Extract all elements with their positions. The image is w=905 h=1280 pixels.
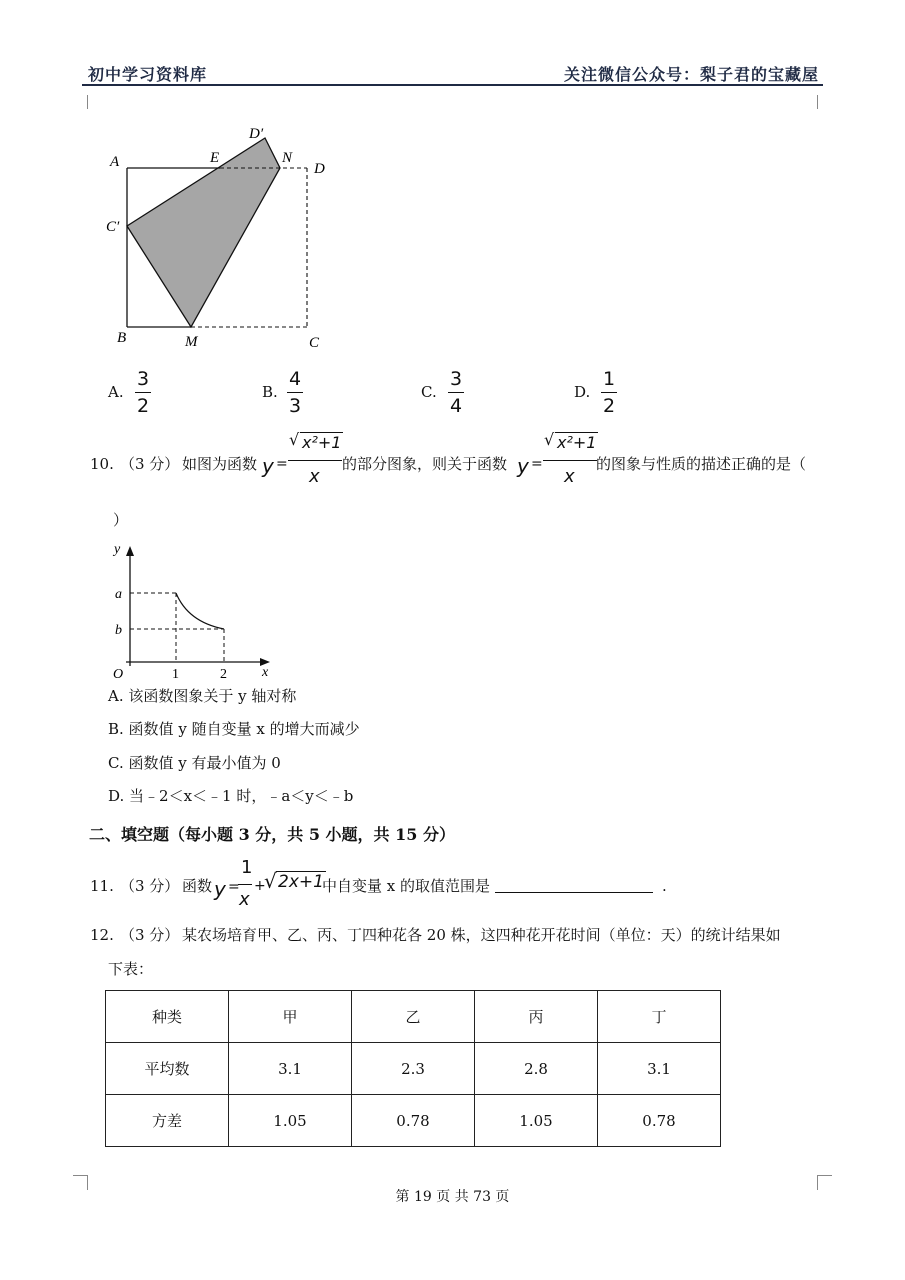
q10-fn2-den: x — [564, 466, 575, 487]
label-N: N — [282, 150, 293, 166]
q10-option-b: B. 函数值 y 随自变量 x 的增大而减少 — [108, 720, 360, 738]
q12-line2: 下表： — [108, 960, 154, 978]
q9-option-c-num: 3 — [449, 368, 463, 390]
corner-mark-top-right — [817, 95, 832, 109]
graph-tick-1: 1 — [172, 667, 179, 682]
q11-fn-num: 1 — [241, 857, 253, 878]
q11-function — [214, 857, 324, 917]
q9-option-a-den: 2 — [136, 395, 150, 417]
q10-text-b: 的部分图象，则关于函数 — [342, 455, 508, 473]
table-cell: 平均数 — [106, 1043, 229, 1095]
label-M: M — [185, 334, 198, 350]
fraction-bar — [135, 392, 151, 393]
table-cell: 方差 — [106, 1095, 229, 1147]
q10-option-a: A. 该函数图象关于 y 轴对称 — [108, 687, 297, 705]
q11-text-b: 中自变量 x 的取值范围是 — [322, 877, 490, 895]
fraction-bar — [448, 392, 464, 393]
q10-function-1 — [262, 430, 342, 490]
table-cell: 0.78 — [352, 1095, 475, 1147]
q11-text-a: 函数 — [182, 877, 213, 895]
q9-option-a-fraction — [135, 368, 151, 417]
q10-function-2 — [517, 430, 597, 490]
table-cell: 乙 — [352, 991, 475, 1043]
q9-option-b-den: 3 — [288, 395, 302, 417]
q9-option-d-letter: D. — [574, 383, 591, 401]
q10-close-paren: ） — [113, 511, 129, 529]
q10-fn2-num: x²+1 — [557, 433, 597, 452]
header-right-title: 关注微信公众号：梨子君的宝藏屋 — [563, 65, 819, 84]
graph-label-b: b — [115, 623, 122, 638]
y-axis-arrow — [126, 546, 134, 556]
table-row — [106, 1043, 721, 1095]
graph-label-O: O — [113, 667, 124, 682]
q12-score: （3 分） — [120, 926, 180, 944]
table-cell: 丁 — [598, 991, 721, 1043]
q10-fn1-y: y — [262, 454, 274, 478]
page-footer: 第 19 页 共 73 页 — [395, 1189, 510, 1205]
q10-fn1-den: x — [309, 466, 320, 487]
fraction-bar — [238, 884, 252, 885]
q9-option-d-fraction — [601, 368, 617, 417]
q9-option-c-den: 4 — [449, 395, 463, 417]
table-cell: 1.05 — [229, 1095, 352, 1147]
q12-line1: 某农场培育甲、乙、丙、丁四种花各 20 株，这四种花开花时间（单位：天）的统计结果如 — [182, 926, 781, 944]
header-rule — [82, 84, 823, 86]
q9-option-b-num: 4 — [288, 368, 302, 390]
q11-fn-eq: = — [228, 879, 240, 895]
q10-fn1-eq: = — [276, 456, 288, 472]
label-Dprime: D′ — [249, 126, 264, 142]
flower-stats-table — [105, 990, 721, 1147]
label-C: C — [309, 335, 320, 351]
corner-mark-top-left — [73, 95, 88, 109]
section-heading: 二、填空题（每小题 3 分，共 5 小题，共 15 分） — [89, 825, 455, 844]
table-cell: 3.1 — [229, 1043, 352, 1095]
q11-score: （3 分） — [120, 877, 180, 895]
q9-option-c-letter: C. — [421, 383, 437, 401]
q10-text-c: 的图象与性质的描述正确的是（ — [596, 455, 807, 473]
table-cell: 1.05 — [475, 1095, 598, 1147]
fold-figure — [100, 118, 340, 358]
graph-tick-2: 2 — [220, 667, 227, 682]
sqrt-sign: √ — [264, 869, 277, 893]
table-cell: 2.8 — [475, 1043, 598, 1095]
q9-option-d-den: 2 — [602, 395, 616, 417]
q9-option-a-letter: A. — [108, 383, 124, 401]
q10-score: （3 分） — [120, 455, 180, 473]
label-D: D — [314, 161, 325, 177]
graph-label-x: x — [262, 665, 269, 680]
q9-option-d-num: 1 — [602, 368, 616, 390]
fraction-bar — [601, 392, 617, 393]
q10-fn2-eq: = — [531, 456, 543, 472]
label-A: A — [110, 154, 120, 170]
q9-option-b-fraction — [287, 368, 303, 417]
fraction-bar — [543, 460, 597, 461]
q10-fn1-num: x²+1 — [302, 433, 342, 452]
q11-fn-den: x — [239, 889, 250, 910]
q11-fn-sqrt: 2x+1 — [278, 872, 324, 892]
q10-option-c: C. 函数值 y 有最小值为 0 — [108, 754, 281, 772]
q12-number: 12. — [90, 926, 114, 944]
q11-answer-blank — [495, 878, 653, 897]
curve — [176, 593, 224, 629]
graph-label-y: y — [114, 542, 121, 557]
fraction-bar — [287, 392, 303, 393]
fraction-bar — [288, 460, 342, 461]
table-cell: 0.78 — [598, 1095, 721, 1147]
table-cell: 3.1 — [598, 1043, 721, 1095]
table-cell: 种类 — [106, 991, 229, 1043]
header-left-title: 初中学习资料库 — [88, 65, 208, 84]
q10-text-a: 如图为函数 — [182, 455, 258, 473]
label-E: E — [210, 150, 220, 166]
q10-number: 10. — [90, 455, 114, 473]
graph-label-a: a — [115, 587, 122, 602]
sqrt-sign: √ — [289, 430, 300, 449]
table-row — [106, 1095, 721, 1147]
table-cell: 2.3 — [352, 1043, 475, 1095]
table-cell: 甲 — [229, 991, 352, 1043]
q11-end: . — [662, 877, 667, 895]
q10-graph — [100, 538, 280, 683]
shaded-quadrilateral — [127, 138, 280, 327]
q9-option-c-fraction — [448, 368, 464, 417]
q11-fn-y: y — [214, 877, 226, 901]
q10-fn2-y: y — [517, 454, 529, 478]
q11-fn-plus: + — [254, 878, 266, 894]
q9-option-b-letter: B. — [262, 383, 278, 401]
label-Cprime: C′ — [106, 219, 120, 235]
table-cell: 丙 — [475, 991, 598, 1043]
table-header-row — [106, 991, 721, 1043]
q11-number: 11. — [90, 877, 114, 895]
sqrt-sign: √ — [544, 430, 555, 449]
q9-option-a-num: 3 — [136, 368, 150, 390]
q10-option-d: D. 当﹣2＜x＜﹣1 时，﹣a＜y＜﹣b — [108, 787, 354, 805]
label-B: B — [117, 330, 127, 346]
